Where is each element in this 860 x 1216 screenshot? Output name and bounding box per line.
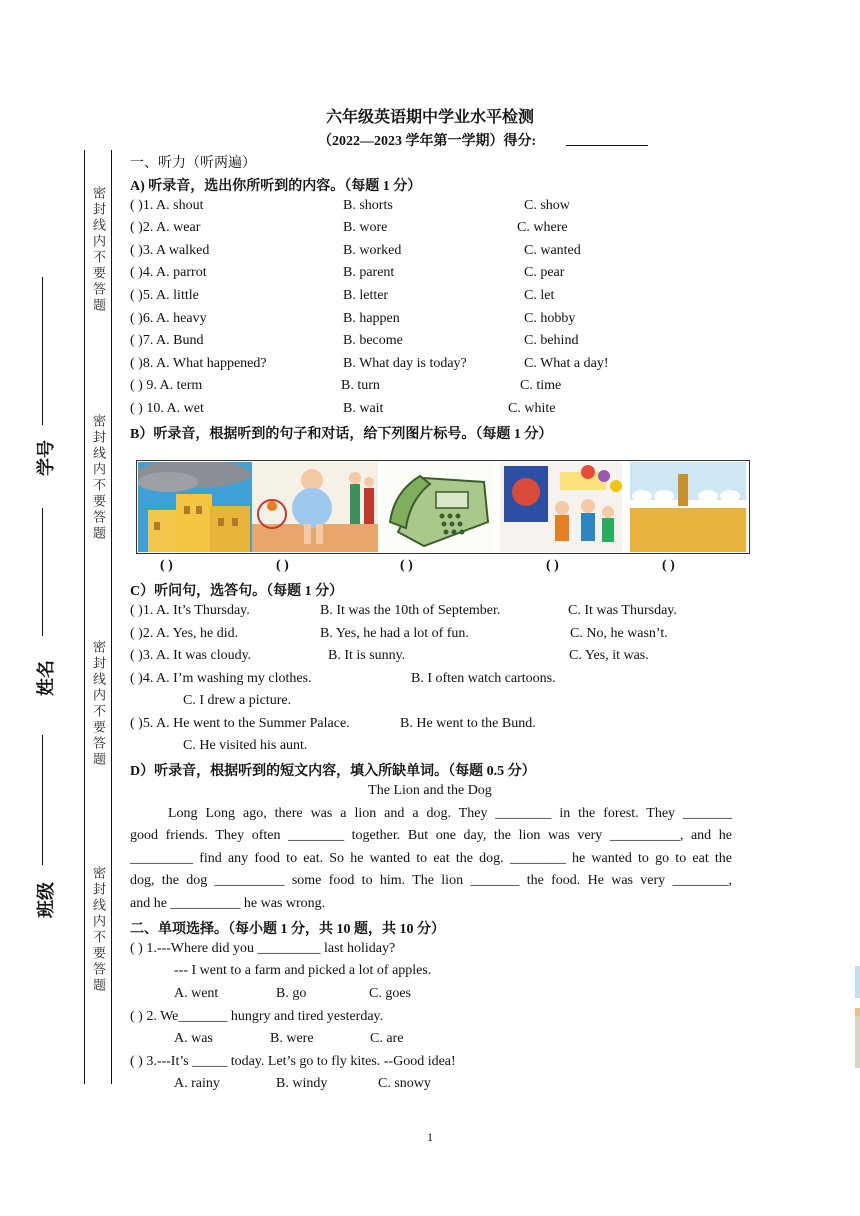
a-q2: ( )2. A. wear (130, 220, 201, 235)
a-q10: ( ) 10. A. wet (130, 401, 204, 416)
c-q3: ( )3. A. It was cloudy. (130, 648, 252, 663)
a-q4-b: B. parent (343, 265, 395, 280)
a-q4-c: C. pear (524, 265, 565, 280)
a-q5: ( )5. A. little (130, 288, 199, 303)
picture-telephone (384, 462, 494, 552)
c-q3-b: B. It is sunny. (328, 648, 406, 663)
p2-q3-b: B. windy (276, 1076, 328, 1091)
picture-running-race (252, 462, 378, 552)
margin-line-outer (84, 150, 85, 1084)
c-q5-b: B. He went to the Bund. (400, 716, 536, 731)
a-q5-b: B. letter (343, 288, 389, 303)
p2-q3-c: C. snowy (378, 1076, 431, 1091)
story-line-1: Long Long ago, there was a lion and a dog. They ________ in the forest. They _______ (168, 806, 732, 821)
a-q9-b: B. turn (341, 378, 380, 393)
sectionB-heading: B）听录音，根据听到的句子和对话，给下列图片标号。（每题 1 分） (130, 427, 553, 442)
p2-q1-a: A. went (174, 986, 219, 1001)
story-line-4: dog, the dog __________ some food to him. The lion _______ the food. He was very ________, (130, 873, 732, 888)
sectionA-heading: A) 听录音，选出你所听到的内容。（每题 1 分） (130, 179, 422, 194)
p2-q1-c: C. goes (369, 986, 411, 1001)
a-q5-c: C. let (524, 288, 555, 303)
a-q8-c: C. What a day! (524, 356, 609, 371)
seal-text-3: 密封线内不要答题 (90, 640, 105, 768)
b-blank-5[interactable]: ( ) (662, 558, 675, 573)
story-line-3: _________ find any food to eat. So he wanted to eat the dog. ________ he wanted to go to eat the (130, 851, 732, 866)
story-line-5: and he __________ he was wrong. (130, 896, 326, 911)
p2-q1-stem: ( ) 1.---Where did you _________ last holiday? (130, 941, 396, 956)
a-q1-c: C. show (524, 198, 570, 213)
seal-text-1: 密封线内不要答题 (90, 186, 105, 314)
a-q7-b: B. become (343, 333, 403, 348)
c-q1: ( )1. A. It’s Thursday. (130, 603, 250, 618)
number-label: 学号 (36, 440, 57, 476)
part1-heading: 一、听力（听两遍） (130, 155, 256, 171)
name-label: 姓名 (36, 660, 57, 696)
story-title: The Lion and the Dog (368, 783, 492, 798)
c-q4-c: C. I drew a picture. (183, 693, 292, 708)
c-q1-b: B. It was the 10th of September. (320, 603, 501, 618)
seal-text-4: 密封线内不要答题 (90, 866, 105, 994)
c-q3-c: C. Yes, it was. (569, 648, 649, 663)
score-blank[interactable] (566, 145, 648, 146)
sectionD-heading: D）听录音，根据听到的短文内容，填入所缺单词。（每题 0.5 分） (130, 764, 536, 779)
a-q6-c: C. hobby (524, 311, 576, 326)
a-q2-b: B. wore (343, 220, 388, 235)
p2-q2-c: C. are (370, 1031, 404, 1046)
b-blank-3[interactable]: ( ) (400, 558, 413, 573)
c-q4: ( )4. A. I’m washing my clothes. (130, 671, 312, 686)
picture-city-cloudy (138, 462, 252, 552)
p2-q2-a: A. was (174, 1031, 213, 1046)
a-q8: ( )8. A. What happened? (130, 356, 267, 371)
sectionC-heading: C）听问句，选答句。（每题 1 分） (130, 584, 344, 599)
a-q7-c: C. behind (524, 333, 579, 348)
p2-q1-stem2: --- I went to a farm and picked a lot of apples. (174, 963, 432, 978)
edge-strip-gray (855, 1016, 860, 1068)
a-q6: ( )6. A. heavy (130, 311, 207, 326)
page-number: 1 (427, 1130, 433, 1144)
b-blank-4[interactable]: ( ) (546, 558, 559, 573)
p2-q3-a: A. rainy (174, 1076, 220, 1091)
c-q2-c: C. No, he wasn’t. (570, 626, 668, 641)
p2-q2-stem: ( ) 2. We_______ hungry and tired yesterday. (130, 1009, 384, 1024)
p2-q3-stem: ( ) 3.---It’s _____ today. Let’s go to fly kites. --Good idea! (130, 1054, 456, 1069)
c-q2: ( )2. A. Yes, he did. (130, 626, 239, 641)
class-blank[interactable] (42, 735, 43, 865)
a-q8-b: B. What day is today? (343, 356, 467, 371)
a-q3-b: B. worked (343, 243, 402, 258)
name-blank[interactable] (42, 508, 43, 636)
a-q9-c: C. time (520, 378, 562, 393)
a-q9: ( ) 9. A. term (130, 378, 203, 393)
a-q1-b: B. shorts (343, 198, 393, 213)
a-q10-b: B. wait (343, 401, 384, 416)
c-q2-b: B. Yes, he had a lot of fun. (320, 626, 469, 641)
a-q4: ( )4. A. parrot (130, 265, 207, 280)
b-blank-2[interactable]: ( ) (276, 558, 289, 573)
a-q3: ( )3. A walked (130, 243, 210, 258)
class-label: 班级 (36, 882, 57, 918)
b-blank-1[interactable]: ( ) (160, 558, 173, 573)
page-title: 六年级英语期中学业水平检测 (325, 109, 534, 126)
a-q2-c: C. where (517, 220, 568, 235)
part2-heading: 二、单项选择。（每小题 1 分，共 10 题，共 10 分） (130, 922, 445, 937)
a-q10-c: C. white (508, 401, 556, 416)
number-blank[interactable] (42, 277, 43, 425)
c-q1-c: C. It was Thursday. (568, 603, 677, 618)
story-line-2: good friends. They often ________ together. But one day, the lion was very __________, and he (130, 828, 732, 843)
page-subtitle: （2022—2023 学年第一学期）得分: (318, 134, 537, 149)
c-q5: ( )5. A. He went to the Summer Palace. (130, 716, 350, 731)
a-q7: ( )7. A. Bund (130, 333, 204, 348)
a-q1: ( )1. A. shout (130, 198, 204, 213)
c-q4-b: B. I often watch cartoons. (411, 671, 556, 686)
a-q6-b: B. happen (343, 311, 400, 326)
a-q3-c: C. wanted (524, 243, 581, 258)
edge-strip-blue (855, 966, 860, 998)
p2-q2-b: B. were (270, 1031, 314, 1046)
seal-text-2: 密封线内不要答题 (90, 414, 105, 542)
c-q5-c: C. He visited his aunt. (183, 738, 308, 753)
picture-snowy-landmark (630, 462, 746, 552)
p2-q1-b: B. go (276, 986, 307, 1001)
edge-strip-amber (855, 1008, 860, 1016)
margin-line-inner (111, 150, 112, 1084)
picture-party (500, 462, 622, 552)
